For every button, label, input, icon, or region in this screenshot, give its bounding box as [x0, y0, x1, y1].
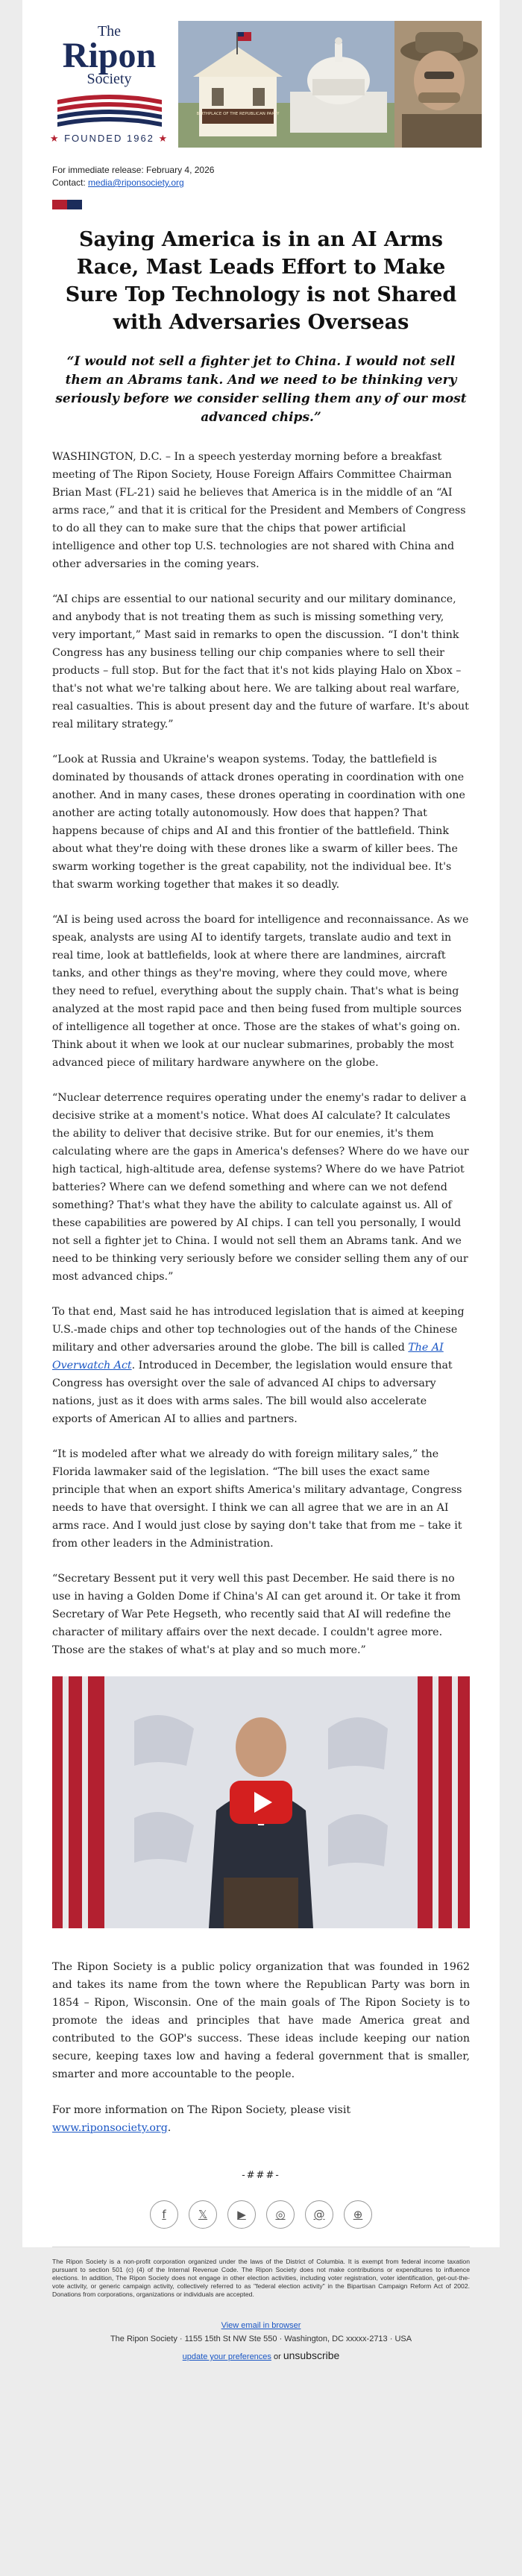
disclaimer: The Ripon Society is a non-profit corporation organized under the laws of the District of Columbia. It is exempt from federal income taxation pursuant to section 501 (c) (4) of the Internal Revenue Code. The Ripon Society does not make contributions or expenditures to influence elections. In addition, The Ripon Society does not engage in other election activities, including voter registration, voter identification, get-out-the-vote activity, or generic campaign activity, collectively referred to as "federal election activity" in the Bipartisan Campaign Reform Act of 2002. Donations from corporations, organizations or individuals are accepted.: [52, 2258, 470, 2298]
logo-ripon: Ripon: [62, 36, 157, 75]
paragraph: “AI is being used across the board for intelligence and reconnaissance. As we speak, analysts are using AI to identify targets, translate audio and text in real time, look at battlefields, look at where there are landmines, aircraft tanks, and other things as they're moving, where they could move, where they need to refuel, everything about the supply chain. That's what is being analyzed at the most rapid pace and then being fused from multiple sources of intelligence all together at once. Those are the stakes of what's going on. Think about it when we look at our nuclear submarines, probably the most advanced piece of military hardware anywhere on the globe.: [52, 914, 469, 1069]
legislation-text-after: . Introduced in December, the legislation would ensure that Congress has oversight over the sale of advanced AI chips to adversary nations, just as it does with arms sales. The bill would also accelerate exports of American AI to allies and partners.: [52, 1360, 453, 1425]
hero-image: [178, 21, 482, 148]
more-info-text: For more information on The Ripon Society, please visit: [52, 2104, 351, 2116]
flag-stripes-icon: [54, 91, 166, 128]
paragraph: “Nuclear deterrence requires operating under the enemy's radar to deliver a decisive strike at a moment's notice. What does AI calculate? It calculates the ability to deliver that decisive strike. But for our enemies, it's them calculating where are the gaps in America's defenses? Where do we have our high tactical, high-altitude area, defense systems? Where do we have Patriot batteries? Where can we defend something and where can we not defend something? That's what they have the ability to calculate against us. All of these capabilities are powered by AI chips. I can tell you personally, I would not sell a fighter jet to China. I would not sell them an Abrams tank. And we need to be thinking very seriously before we consider selling them any of our most advanced chips.”: [52, 1092, 469, 1283]
headline: Saying America is in an AI Arms Race, Mast Leads Effort to Make Sure Top Technology is not Shared with Adversaries Overseas: [65, 228, 457, 334]
more-info: [52, 2101, 470, 2137]
play-button[interactable]: [230, 1781, 292, 1824]
video-thumbnail[interactable]: [52, 1676, 470, 1928]
preferences-line: [52, 2349, 470, 2361]
update-preferences-link[interactable]: update your preferences: [182, 2352, 271, 2361]
hero-collage-image: [178, 21, 482, 148]
sign-text: BIRTHPLACE OF THE REPUBLICAN PARTY: [196, 112, 280, 116]
ripon-society-logo[interactable]: [40, 21, 178, 148]
threads-icon[interactable]: @: [305, 2200, 333, 2229]
pull-quote: “I would not sell a fighter jet to China. I would not sell them an Abrams tank. And we need to be thinking very seriously before we consider selling them any of our most advanced chips.”: [55, 354, 467, 425]
view-in-browser-link[interactable]: View email in browser: [221, 2321, 301, 2330]
instagram-icon[interactable]: ◎: [266, 2200, 295, 2229]
founded-text: FOUNDED 1962: [64, 132, 154, 144]
paragraph: “Secretary Bessent put it very well this past December. He said there is no use in having a Golden Dome if China's AI can get around it. Or take it from Secretary of War Pete Hegseth, who recently said that AI will redefine the character of military affairs over the next decade. I couldn't agree more. Those are the stakes of what's at play and so much more.”: [52, 1573, 461, 1656]
contact-line: [52, 177, 470, 189]
logo-founded: [50, 133, 169, 145]
paragraph: “AI chips are essential to our national security and our military dominance, and anybody that is not treating them as such is missing something very, very important,” Mast said in remarks to open the discussion. “I don't think Congress has any business telling our chip companies where to sell their products – full stop. But for the fact that it's not kids playing Halo on Xbox – that's not what we're talking about here. We are talking about real warfare, real casualties. This is about present day and the future of warfare. It's about real military strategy.”: [52, 593, 469, 730]
paragraph: “It is modeled after what we already do with foreign military sales,” the Florida lawmaker said of the legislation. “The bill uses the exact same principle that when an export shifts America's military advantage, Congress needs to have that oversight. I think we can all agree that we are in an AI arms race. And I would just close by saying don't take that from me – take it from other leaders in the Administration.: [52, 1448, 462, 1550]
more-info-period: .: [167, 2122, 172, 2134]
star-icon: ★: [158, 132, 169, 144]
view-in-browser: [52, 2321, 470, 2330]
star-icon: ★: [49, 132, 60, 144]
unsubscribe-link[interactable]: unsubscribe: [283, 2349, 340, 2361]
release-date: For immediate release: February 4, 2026: [52, 165, 215, 175]
play-icon: [254, 1792, 272, 1813]
globe-icon[interactable]: ⊕: [344, 2200, 372, 2229]
header-banner: [40, 21, 482, 148]
or-text: or: [271, 2352, 283, 2361]
contact-label: Contact:: [52, 177, 89, 188]
release-meta: [52, 164, 470, 189]
contact-email-link[interactable]: media@riponsociety.org: [88, 177, 184, 188]
about-paragraph: The Ripon Society is a public policy organization that was founded in 1962 and takes its name from the town where the Republican Party was born in 1854 – Ripon, Wisconsin. One of the main goals of The Ripon Society is to promote the ideas and principles that have made America great and contributed to the GOP's success. These ideas include keeping our nation secure, keeping taxes low and having a federal government that is smaller, smarter and more accountable to the people.: [52, 1961, 470, 2080]
website-link[interactable]: www.riponsociety.org: [52, 2122, 168, 2134]
end-mark: -###-: [242, 2170, 280, 2181]
x-icon[interactable]: 𝕏: [189, 2200, 217, 2229]
logo-society: Society: [87, 70, 132, 87]
paragraph: “Look at Russia and Ukraine's weapon systems. Today, the battlefield is dominated by thousands of attack drones operating in coordination with one another. And in many cases, these drones operating in coordination with one another are acting totally autonomously. How does that happen? That happens because of chips and AI and this frontier of the battlefield. Think about what they're doing with these drones like a swarm of killer bees. The swarm working together is the great capability, not the individual bee. It's that swarm working together that makes it so deadly.: [52, 754, 465, 891]
facebook-icon[interactable]: f: [150, 2200, 178, 2229]
flag-divider-icon: [52, 200, 82, 209]
ai-overwatch-act-link[interactable]: The AI Overwatch Act: [52, 1342, 444, 1371]
legislation-paragraph: [52, 1303, 470, 1428]
social-icons: [52, 2200, 470, 2247]
paragraph: WASHINGTON, D.C. – In a speech yesterday morning before a breakfast meeting of The Ripon Society, House Foreign Affairs Committee Chairman Brian Mast (FL-21) said he believes that America is in the middle of an “AI arms race,” and that it is critical for the President and Members of Congress to do all they can to make sure that the chips that power artificial intelligence and other top U.S. technologies are not shared with China and other adversaries in the coming years.: [52, 451, 466, 570]
email-container: [22, 0, 500, 2391]
logo-the: The: [97, 23, 122, 40]
legislation-text-before: To that end, Mast said he has introduced legislation that is aimed at keeping U.S.-made chips and other top technologies out of the hands of the Chinese military and other adversaries around the globe. The bill is called: [52, 1306, 465, 1354]
youtube-icon[interactable]: ▶: [227, 2200, 256, 2229]
footer: [22, 2247, 500, 2391]
article-body: [52, 448, 470, 1659]
mailing-address: The Ripon Society · 1155 15th St NW Ste 550 · Washington, DC xxxxx-2713 · USA: [110, 2334, 412, 2343]
